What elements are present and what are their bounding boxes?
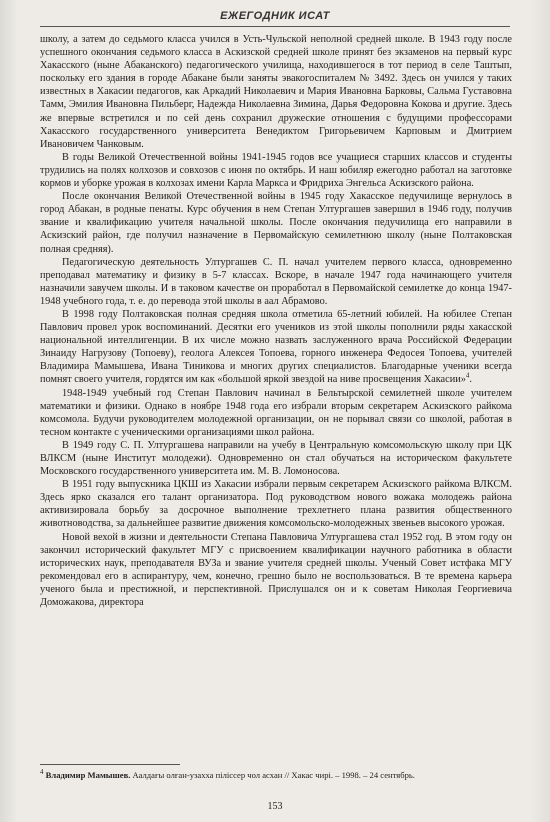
paragraph: В годы Великой Отечественной войны 1941-1945 годов все учащиеся старших классов и студенты трудились на полях колхозов и совхозов с июня по октябрь. И наш юбиляр ежегодно работал на заготовке кормов и уборке урожая в колхозах имени Карла Маркса и Фридриха Энгельса Аскизского района. xyxy=(40,151,512,190)
paragraph: Педагогическую деятельность Ултургашев С. П. начал учителем первого класса, одновременно преподавал математику и физику в 5-7 классах. Вскоре, в начале 1947 года начинающего учителя назначили завучем школы. И в таковом качестве он проработал в Первомайской семилетке до конца 1947-1948 учебного года, т. е. до перевода этой школы в аал Абрамово. xyxy=(40,256,512,307)
paragraph-text: В 1998 году Полтаковская полная средняя школа отметила 65-летний юбилей. На юбилее Степан Павлович провел урок воспоминаний. Десятки его учеников из этой школы пополнили ряды хакасской национальной интеллигенции. В их числе можно назвать заслуженного врача Российской Федерации Зинаиду Нагрузову (Топоеву), геолога Алексея Топоева, горного инженера Федосея Топоева, учителей Владимира Мамышева, Ивана Тиникова и многих других специалистов. Благодарные ученики всегда помнят своего учителя, гордятся им как «большой яркой звездой на ниве просвещения Хакасии» xyxy=(40,308,512,386)
running-header: ЕЖЕГОДНИК ИСАТ xyxy=(40,10,510,27)
paragraph: В 1949 году С. П. Ултургашева направили на учебу в Центральную комсомольскую школу при ЦК ВЛКСМ (ныне Институт молодежи). Одновременно он стал обучаться на историческом факультете Московского государственного университета им. М. В. Ломоносова. xyxy=(40,439,512,478)
footnote-marker[interactable]: 4 xyxy=(465,372,470,381)
paragraph: После окончания Великой Отечественной войны в 1945 году Хакасское педучилище вернулось в город Абакан, в родные пенаты. Курс обучения в нем Степан Ултургашев завершил в 1946 году, получив звание и квалификацию учителя начальной школы. После окончания педучилища его направили в Аскизский район, где получил назначение в Первомайскую семилетнюю школу (ныне Полтаковская полная средняя). xyxy=(40,191,512,255)
footnote-divider xyxy=(40,764,180,765)
paragraph: В 1951 году выпускника ЦКШ из Хакасии избрали первым секретарем Аскизского райкома ВЛКСМ. Здесь ярко сказался его талант организатора. Под руководством нового вожака молодежь района активизировала борьбу за досрочное выполнение трехлетнего плана развития общественного животноводства, за дальнейшее развитие движения комсомольско-молодежных звеньев высокого урожая. xyxy=(40,479,512,530)
body-text xyxy=(40,33,512,609)
paragraph-with-footnote: В 1998 году Полтаковская полная средняя школа отметила 65-летний юбилей. На юбилее Степан Павлович провел урок воспоминаний. Десятки его учеников из этой школы пополнили ряды хакасской национальной интеллигенции. В их числе можно назвать заслуженного врача Российской Федерации Зинаиду Нагрузову (Топоеву), геолога Алексея Топоева, горного инженера Федосея Топоева, учителей Владимира Мамышева, Ивана Тиникова и многих других специалистов. Благодарные ученики всегда помнят своего учителя, гордятся им как «большой яркой звездой на ниве просвещения Хакасии»$^4$. xyxy=(40,308,512,386)
footnote-text: Аалдағы олған-узахха пілiссер чол асхан // Хакас чирi. – 1998. – 24 сентябрь. xyxy=(130,770,415,780)
paragraph: 1948-1949 учебный год Степан Павлович начинал в Бельтырской семилетней школе учителем математики и физики. Однако в ноябре 1948 года его избрали вторым секретарем Аскизского райкома комсомола. Будучи руководителем молодежной организации, он не порывал связи со школой, работая в тесном контакте с ученическими организациями школ района. xyxy=(40,387,512,438)
footnote xyxy=(40,770,512,781)
footnote-author: Владимир Мамышев. xyxy=(45,770,131,780)
paragraph: школу, а затем до седьмого класса учился в Усть-Чульской неполной средней школе. В 1943 году после успешного окончания седьмого класса в Аскизской средней школе принят без экзаменов на первый курс Хакасского (ныне Абаканского) педагогического училища, находившегося в тот период в селе Таштып, поскольку его здания в городе Абакане были заняты эвакогоспиталем № 3492. Здесь он учился у таких известных в Хакасии педагогов, как Аркадий Николаевич и Мария Ивановна Барковы, Сальма Густавовна Тамм, Эмилия Ивановна Пильберг, Надежда Николаевна Зимина, Дарья Федоровна Кокова и другие. Здесь же впервые встретился и по сей день сохранил дружеские отношения с будущими профессорами Хакасского государственного университета Венедиктом Григорьевичем Карповым и Дмитрием Ивановичем Чанковым. xyxy=(40,34,512,150)
page-number: 153 xyxy=(267,801,283,812)
paragraph: Новой вехой в жизни и деятельности Степана Павловича Ултургашева стал 1952 год. В этом году он закончил исторический факультет МГУ с присвоением квалификации научного работника в области исторических наук, преподавателя ВУЗа и звание учителя средней школы. Ученый Совет истфака МГУ рекомендовал его в аспирантуру, чем, конечно, грешно было не воспользоваться. В те времена карьера ученого была и престижной, и перспективной. Прислушался он и к советам Николая Георгиевича Доможакова, директора xyxy=(40,531,512,609)
footnote-number: 4 xyxy=(40,768,44,777)
